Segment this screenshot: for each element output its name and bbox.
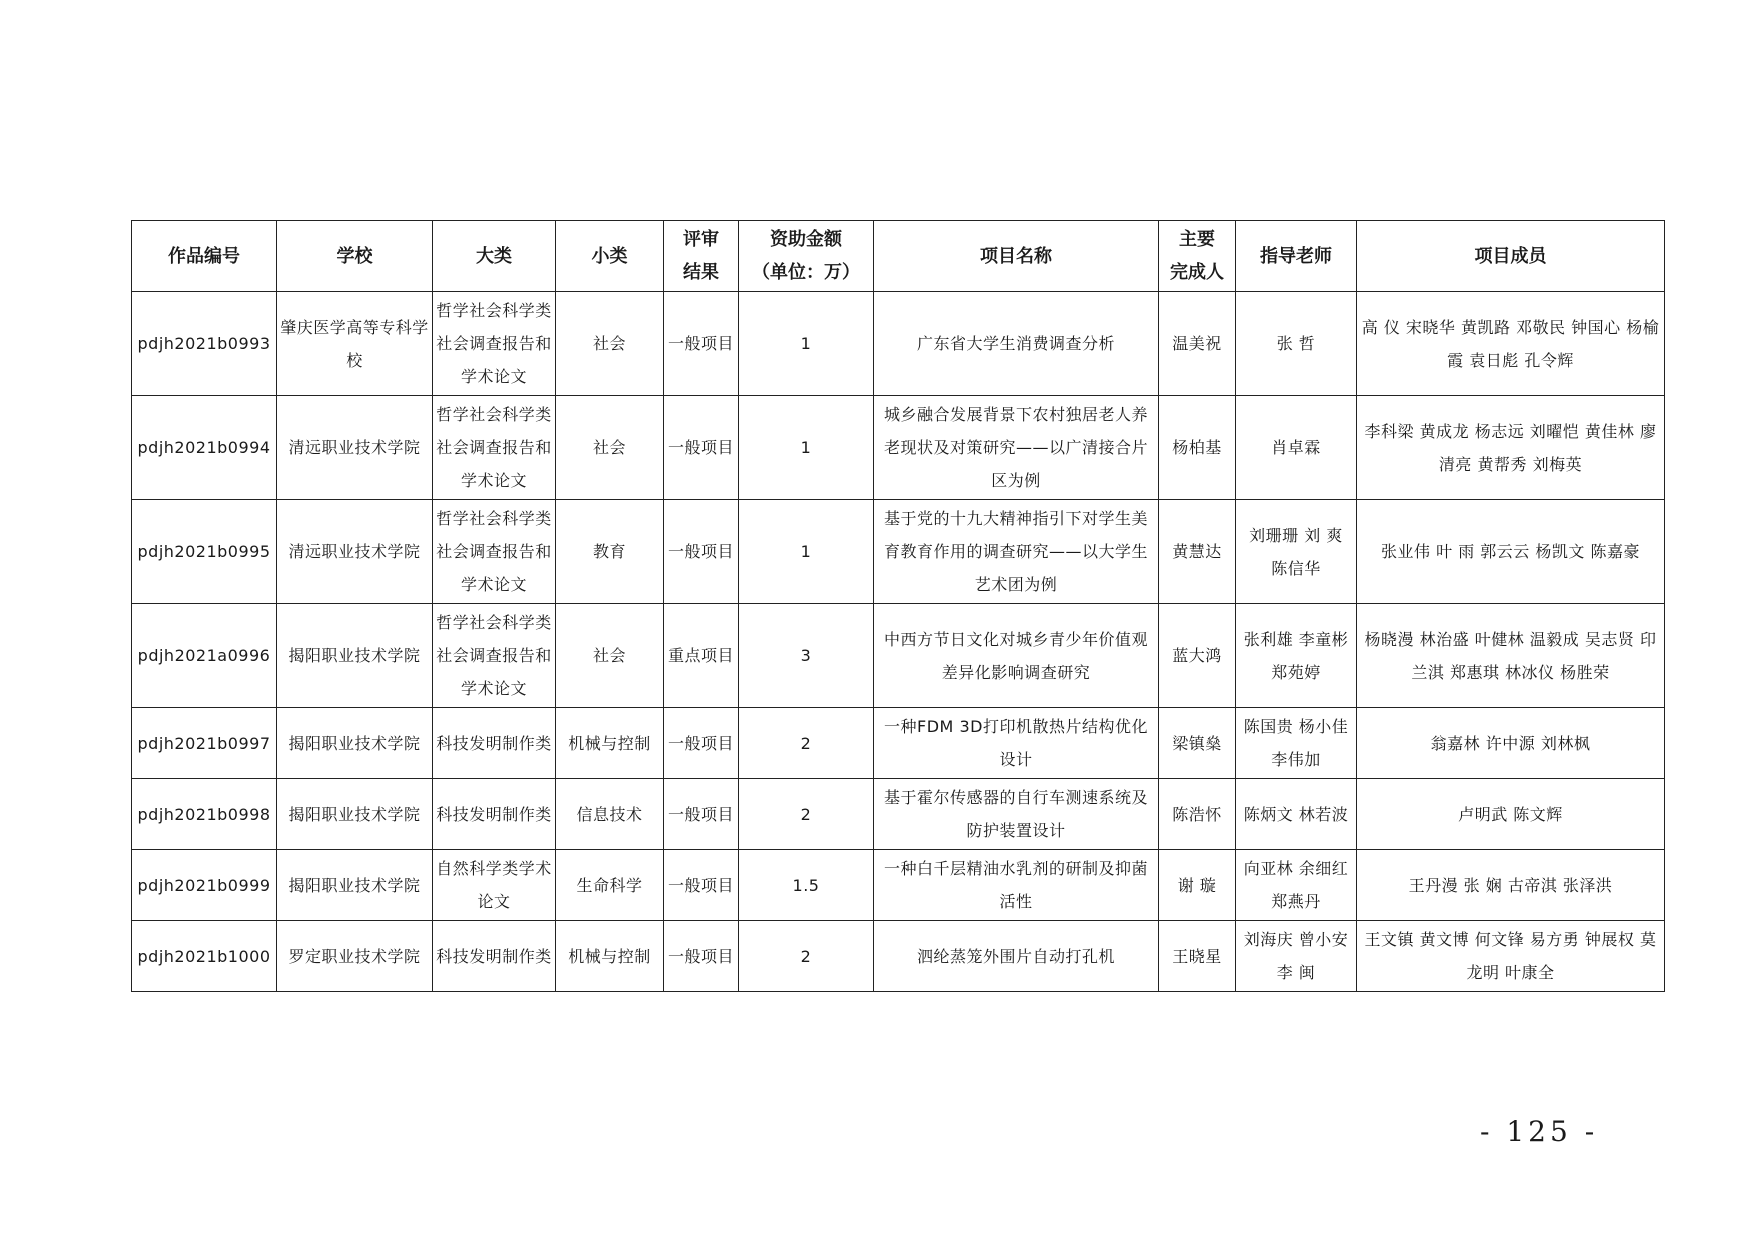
header-result-line2: 结果 <box>683 262 719 283</box>
cell-subcategory: 生命科学 <box>556 850 664 921</box>
cell-amount: 1 <box>739 292 874 396</box>
table-row <box>132 921 1665 992</box>
cell-members: 杨晓漫 林治盛 叶健林 温毅成 吴志贤 印兰淇 郑惠琪 林冰仪 杨胜荣 <box>1357 604 1665 708</box>
cell-advisor: 张利雄 李童彬 郑苑婷 <box>1236 604 1357 708</box>
cell-advisor: 向亚林 余细红 郑燕丹 <box>1236 850 1357 921</box>
cell-members: 张业伟 叶 雨 郭云云 杨凯文 陈嘉豪 <box>1357 500 1665 604</box>
cell-advisor: 陈炳文 林若波 <box>1236 779 1357 850</box>
cell-advisor: 陈国贵 杨小佳 李伟加 <box>1236 708 1357 779</box>
cell-project: 基于霍尔传感器的自行车测速系统及防护装置设计 <box>874 779 1159 850</box>
cell-amount: 1.5 <box>739 850 874 921</box>
cell-result: 一般项目 <box>664 292 739 396</box>
cell-code: pdjh2021b0997 <box>132 708 277 779</box>
cell-code: pdjh2021b0998 <box>132 779 277 850</box>
cell-advisor: 张 哲 <box>1236 292 1357 396</box>
header-leader-line1: 主要 <box>1179 229 1215 250</box>
table-body <box>132 292 1665 992</box>
table-row <box>132 500 1665 604</box>
cell-subcategory: 信息技术 <box>556 779 664 850</box>
cell-code: pdjh2021a0996 <box>132 604 277 708</box>
header-result-line1: 评审 <box>683 229 719 250</box>
cell-result: 重点项目 <box>664 604 739 708</box>
cell-members: 翁嘉林 许中源 刘林枫 <box>1357 708 1665 779</box>
cell-advisor: 刘珊珊 刘 爽 陈信华 <box>1236 500 1357 604</box>
cell-members: 王丹漫 张 娴 古帝淇 张泽洪 <box>1357 850 1665 921</box>
cell-school: 揭阳职业技术学院 <box>277 850 433 921</box>
cell-subcategory: 社会 <box>556 604 664 708</box>
cell-leader: 蓝大鸿 <box>1159 604 1236 708</box>
cell-subcategory: 社会 <box>556 292 664 396</box>
cell-category: 哲学社会科学类社会调查报告和学术论文 <box>433 396 556 500</box>
cell-leader: 温美祝 <box>1159 292 1236 396</box>
header-row <box>132 221 1665 292</box>
cell-amount: 3 <box>739 604 874 708</box>
cell-result: 一般项目 <box>664 708 739 779</box>
cell-result: 一般项目 <box>664 850 739 921</box>
cell-result: 一般项目 <box>664 921 739 992</box>
cell-school: 清远职业技术学院 <box>277 396 433 500</box>
cell-members: 卢明武 陈文辉 <box>1357 779 1665 850</box>
cell-project: 基于党的十九大精神指引下对学生美育教育作用的调查研究——以大学生艺术团为例 <box>874 500 1159 604</box>
cell-leader: 陈浩怀 <box>1159 779 1236 850</box>
cell-school: 罗定职业技术学院 <box>277 921 433 992</box>
cell-leader: 梁镇燊 <box>1159 708 1236 779</box>
cell-amount: 2 <box>739 708 874 779</box>
cell-school: 肇庆医学高等专科学校 <box>277 292 433 396</box>
cell-result: 一般项目 <box>664 500 739 604</box>
cell-project: 一种FDM 3D打印机散热片结构优化设计 <box>874 708 1159 779</box>
cell-code: pdjh2021b0994 <box>132 396 277 500</box>
cell-category: 科技发明制作类 <box>433 921 556 992</box>
cell-category: 哲学社会科学类社会调查报告和学术论文 <box>433 500 556 604</box>
header-members: 项目成员 <box>1357 221 1665 292</box>
cell-project: 一种白千层精油水乳剂的研制及抑菌活性 <box>874 850 1159 921</box>
cell-members: 李科梁 黄成龙 杨志远 刘曜恺 黄佳林 廖清亮 黄帮秀 刘梅英 <box>1357 396 1665 500</box>
table-row <box>132 779 1665 850</box>
header-school: 学校 <box>277 221 433 292</box>
cell-school: 清远职业技术学院 <box>277 500 433 604</box>
cell-members: 王文镇 黄文博 何文锋 易方勇 钟展权 莫龙明 叶康全 <box>1357 921 1665 992</box>
cell-project: 城乡融合发展背景下农村独居老人养老现状及对策研究——以广清接合片区为例 <box>874 396 1159 500</box>
cell-amount: 1 <box>739 500 874 604</box>
header-advisor: 指导老师 <box>1236 221 1357 292</box>
cell-leader: 王晓星 <box>1159 921 1236 992</box>
cell-project: 广东省大学生消费调查分析 <box>874 292 1159 396</box>
cell-leader: 杨柏基 <box>1159 396 1236 500</box>
cell-advisor: 刘海庆 曾小安 李 闽 <box>1236 921 1357 992</box>
table-header <box>132 221 1665 292</box>
header-subcategory: 小类 <box>556 221 664 292</box>
cell-result: 一般项目 <box>664 779 739 850</box>
header-amount-line1: 资助金额 <box>770 229 842 250</box>
cell-leader: 谢 璇 <box>1159 850 1236 921</box>
cell-amount: 2 <box>739 921 874 992</box>
cell-category: 科技发明制作类 <box>433 708 556 779</box>
cell-result: 一般项目 <box>664 396 739 500</box>
cell-advisor: 肖卓霖 <box>1236 396 1357 500</box>
cell-subcategory: 机械与控制 <box>556 921 664 992</box>
cell-school: 揭阳职业技术学院 <box>277 779 433 850</box>
cell-subcategory: 机械与控制 <box>556 708 664 779</box>
header-leader <box>1159 221 1236 292</box>
header-code: 作品编号 <box>132 221 277 292</box>
cell-amount: 2 <box>739 779 874 850</box>
cell-school: 揭阳职业技术学院 <box>277 604 433 708</box>
header-result <box>664 221 739 292</box>
header-category: 大类 <box>433 221 556 292</box>
table-row <box>132 292 1665 396</box>
cell-school: 揭阳职业技术学院 <box>277 708 433 779</box>
cell-category: 自然科学类学术论文 <box>433 850 556 921</box>
cell-subcategory: 教育 <box>556 500 664 604</box>
header-amount <box>739 221 874 292</box>
page-number: - 125 - <box>1480 1115 1599 1148</box>
cell-amount: 1 <box>739 396 874 500</box>
cell-category: 科技发明制作类 <box>433 779 556 850</box>
cell-category: 哲学社会科学类社会调查报告和学术论文 <box>433 604 556 708</box>
cell-category: 哲学社会科学类社会调查报告和学术论文 <box>433 292 556 396</box>
cell-code: pdjh2021b1000 <box>132 921 277 992</box>
cell-leader: 黄慧达 <box>1159 500 1236 604</box>
header-leader-line2: 完成人 <box>1170 262 1224 283</box>
table-row <box>132 708 1665 779</box>
cell-code: pdjh2021b0999 <box>132 850 277 921</box>
table-row <box>132 850 1665 921</box>
cell-subcategory: 社会 <box>556 396 664 500</box>
table-row <box>132 396 1665 500</box>
cell-members: 高 仪 宋晓华 黄凯路 邓敬民 钟国心 杨榆霞 袁日彪 孔令辉 <box>1357 292 1665 396</box>
table-row <box>132 604 1665 708</box>
cell-project: 中西方节日文化对城乡青少年价值观差异化影响调查研究 <box>874 604 1159 708</box>
cell-project: 泗纶蒸笼外围片自动打孔机 <box>874 921 1159 992</box>
header-project: 项目名称 <box>874 221 1159 292</box>
cell-code: pdjh2021b0993 <box>132 292 277 396</box>
grant-projects-table <box>131 220 1665 992</box>
header-amount-line2: （单位：万） <box>752 262 860 283</box>
cell-code: pdjh2021b0995 <box>132 500 277 604</box>
